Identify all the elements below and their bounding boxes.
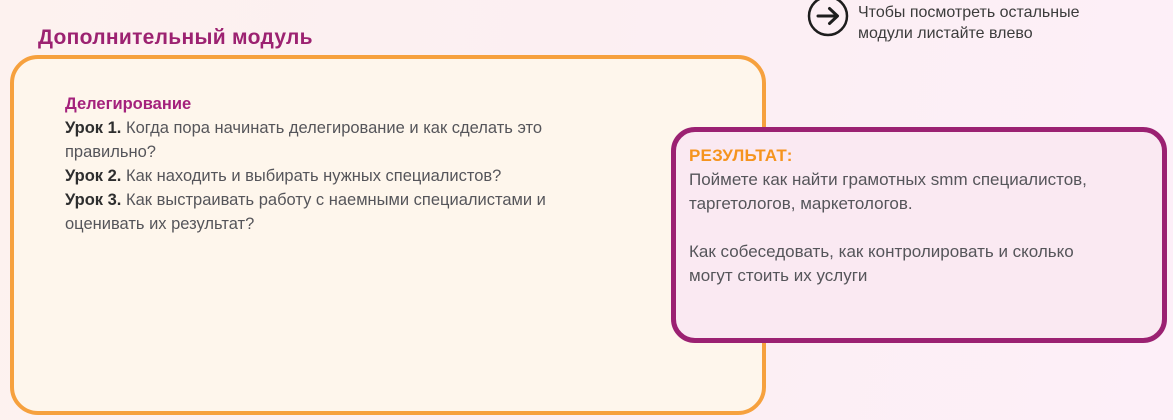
module-card[interactable] bbox=[10, 55, 766, 415]
result-paragraph-1: Поймете как найти грамотных smm специалистов, таргетологов, маркетологов. bbox=[689, 170, 1087, 213]
page-title: Дополнительный модуль bbox=[38, 26, 313, 49]
result-heading: РЕЗУЛЬТАТ: bbox=[689, 146, 793, 165]
arrow-right-icon bbox=[805, 0, 851, 40]
module-heading: Делегирование bbox=[65, 95, 192, 113]
result-paragraph-2: Как собеседовать, как контролировать и сколько могут стоить их услуги bbox=[689, 242, 1074, 285]
module-card-content bbox=[14, 59, 617, 236]
lesson-text: Как выстраивать работу с наемными специалистами и оценивать их результат? bbox=[65, 191, 546, 233]
lesson-label: Урок 2. bbox=[65, 167, 122, 185]
lesson-text: Когда пора начинать делегирование и как сделать это правильно? bbox=[65, 119, 543, 161]
lesson-label: Урок 1. bbox=[65, 119, 122, 137]
lesson-item-3 bbox=[65, 188, 617, 236]
swipe-hint-text: Чтобы посмотреть остальные модули листайте влево bbox=[858, 4, 1080, 42]
lesson-text: Как находить и выбирать нужных специалистов? bbox=[126, 167, 502, 185]
result-card[interactable] bbox=[671, 127, 1167, 343]
swipe-hint bbox=[805, 0, 1090, 44]
lesson-item-1 bbox=[65, 116, 617, 164]
lesson-label: Урок 3. bbox=[65, 191, 122, 209]
lesson-item-2 bbox=[65, 164, 617, 188]
